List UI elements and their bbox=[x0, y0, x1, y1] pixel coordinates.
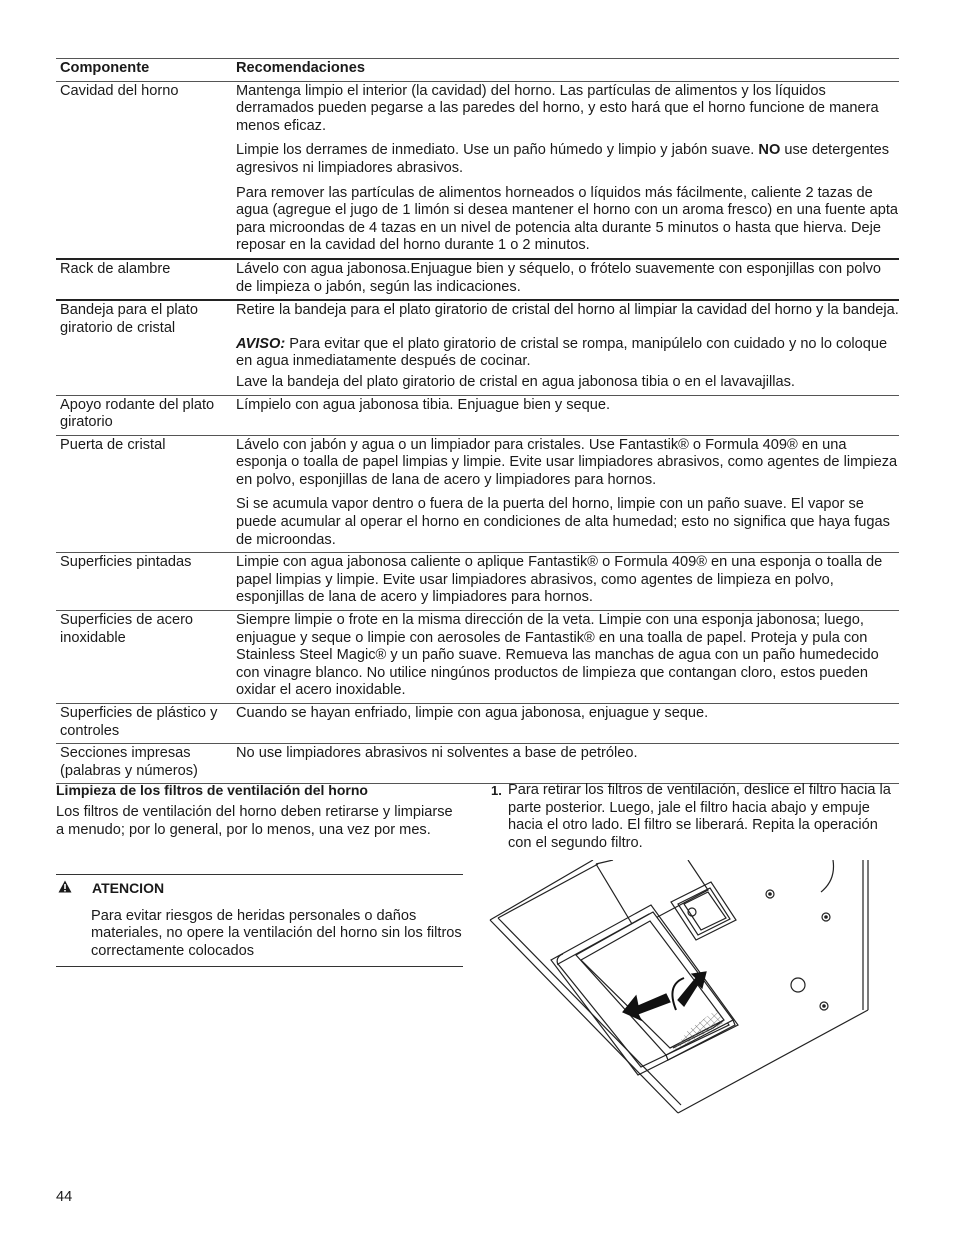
row-component: Superficies de acero inoxidable bbox=[60, 612, 194, 646]
emphasis-no: NO bbox=[758, 142, 781, 159]
caution-box bbox=[56, 874, 463, 967]
section-intro: Los filtros de ventilación del horno deben retirarse y limpiarse a menudo; por lo general, por lo menos, una vez por mes. bbox=[56, 804, 453, 838]
row-component: Bandeja para el plato giratorio de cristal bbox=[60, 302, 198, 336]
warning-triangle-icon bbox=[56, 880, 92, 898]
recommendation-paragraph: Cuando se hayan enfriado, limpie con agua jabonosa, enjuague y seque. bbox=[236, 705, 709, 721]
row-component: Rack de alambre bbox=[60, 260, 171, 277]
page-number: 44 bbox=[56, 1189, 73, 1205]
recommendation-paragraph: Límpielo con agua jabonosa tibia. Enjuague bien y seque. bbox=[236, 396, 611, 413]
recommendation-paragraph: Si se acumula vapor dentro o fuera de la puerta del horno, limpie con un paño suave. El vapor se puede acumular al operar el horno en condiciones de alta humedad; esto no significa que haya fugas de microondas. bbox=[236, 496, 890, 548]
recommendation-paragraph: Siempre limpie o frote en la misma dirección de la veta. Limpie con una esponja jabonosa; luego, enjuague y seque o limpie con aerosoles de Fantastik® en una toalla de papel. Proteja y pula con Stainless Steel Magic® y un paño suave. Remueva las manchas de agua con un paño humedecido con vinagre blanco. No utilice ningúnos productos de limpieza que contangan cloro, estos pueden oxidar el acero inoxidable. bbox=[236, 612, 879, 699]
recommendation-paragraph: Limpie con agua jabonosa caliente o aplique Fantastik® o Formula 409® en una esponja o toalla de papel limpias y limpie. Evite usar limpiadores abrasivos, como agentes de limpieza en polvo, esponjillas de lana de acero y limpiadores para hornos. bbox=[236, 554, 883, 606]
recommendation-paragraph: Lávelo con agua jabonosa.Enjuague bien y séquelo, o frótelo suavemente con esponjillas con polvo de limpieza o jabón, según las indicaciones. bbox=[236, 260, 882, 295]
row-recommendation bbox=[232, 704, 899, 743]
table-row bbox=[56, 258, 899, 299]
instruction-step bbox=[491, 782, 896, 852]
text-run: Limpie los derrames de inmediato. Use un paño húmedo y limpio y jabón suave. bbox=[236, 142, 759, 159]
step-text: Para retirar los filtros de ventilación, deslice el filtro hacia la parte posterior. Luego, jale el filtro hacia abajo y empuje hacia el otro lado. El filtro se liberará. Repita la operación con el segundo filtro. bbox=[508, 782, 891, 851]
row-recommendation bbox=[232, 436, 899, 553]
column-header-component: Componente bbox=[60, 60, 150, 76]
row-component: Superficies pintadas bbox=[60, 554, 192, 571]
row-component: Secciones impresas (palabras y números) bbox=[60, 745, 198, 779]
table-row bbox=[56, 743, 899, 784]
row-recommendation bbox=[232, 260, 899, 299]
recommendation-paragraph: Para remover las partículas de alimentos horneados o líquidos más fácilmente, caliente 2 tazas de agua (agregue el jugo de 1 limón si desea mantener el horno con un aroma fresco) en una fuente apta para microondas de 4 tazas en un nivel de potencia alta durante 5 minutos o hasta que hierva. Deje reposar en la cavidad del horno durante 1 o 2 minutos. bbox=[236, 184, 899, 254]
row-recommendation bbox=[232, 744, 899, 783]
section-title: Limpieza de los filtros de ventilación del horno bbox=[56, 782, 368, 798]
table-row bbox=[56, 299, 899, 394]
vent-filter-illustration bbox=[488, 860, 898, 1116]
table-row bbox=[56, 703, 899, 743]
row-component: Puerta de cristal bbox=[60, 436, 166, 453]
row-recommendation bbox=[232, 396, 899, 435]
step-number: 1. bbox=[491, 783, 502, 798]
row-component: Superficies de plástico y controles bbox=[60, 705, 218, 739]
table-row bbox=[56, 395, 899, 435]
table-row bbox=[56, 81, 899, 258]
row-recommendation bbox=[232, 553, 899, 610]
column-header-recommendations: Recomendaciones bbox=[236, 60, 365, 76]
recommendation-paragraph: Mantenga limpio el interior (la cavidad) del horno. Las partículas de alimentos y los líquidos derramados pueden pegarse a las paredes del horno, y esto hará que el horno funcione de manera menos eficaz. bbox=[236, 82, 879, 134]
recommendation-paragraph bbox=[236, 336, 899, 371]
table-row bbox=[56, 552, 899, 610]
caution-text: Para evitar riesgos de heridas personales o daños materiales, no opere la ventilación del horno sin los filtros correctamente colocados bbox=[91, 907, 462, 959]
text-run: use detergentes agresivos ni limpiadores abrasivos. bbox=[236, 142, 890, 176]
row-component: Cavidad del horno bbox=[60, 82, 179, 99]
recommendation-paragraph: Retire la bandeja para el plato giratorio de cristal del horno al limpiar la cavidad del horno y la bandeja. bbox=[236, 302, 899, 319]
row-recommendation bbox=[232, 82, 899, 258]
table-row bbox=[56, 610, 899, 703]
recommendation-paragraph: Lave la bandeja del plato giratorio de cristal en agua jabonosa tibia o en el lavavajillas. bbox=[236, 373, 795, 390]
caution-title: ATENCION bbox=[92, 880, 165, 896]
table-header-row bbox=[56, 58, 899, 81]
recommendation-paragraph: No use limpiadores abrasivos ni solventes a base de petróleo. bbox=[236, 745, 638, 762]
cleaning-table bbox=[56, 58, 899, 784]
caution-header bbox=[56, 880, 463, 898]
recommendation-paragraph: Lávelo con jabón y agua o un limpiador para cristales. Use Fantastik® o Formula 409® en una esponja o toalla de papel limpias y limpie. Evite usar limpiadores abrasivos, como agentes de limpieza en polvo, esponjillas de lana de acero y limpiadores para hornos. bbox=[236, 436, 898, 488]
recommendation-paragraph bbox=[236, 142, 899, 177]
row-recommendation bbox=[232, 611, 899, 703]
table-row bbox=[56, 435, 899, 553]
row-recommendation bbox=[232, 301, 899, 394]
notice-label: AVISO: bbox=[236, 335, 286, 352]
row-component: Apoyo rodante del plato giratorio bbox=[60, 396, 215, 431]
text-run: Para evitar que el plato giratorio de cristal se rompa, manipúlelo con cuidado y no lo coloque en agua inmediatamente después de cocinar. bbox=[236, 335, 888, 370]
